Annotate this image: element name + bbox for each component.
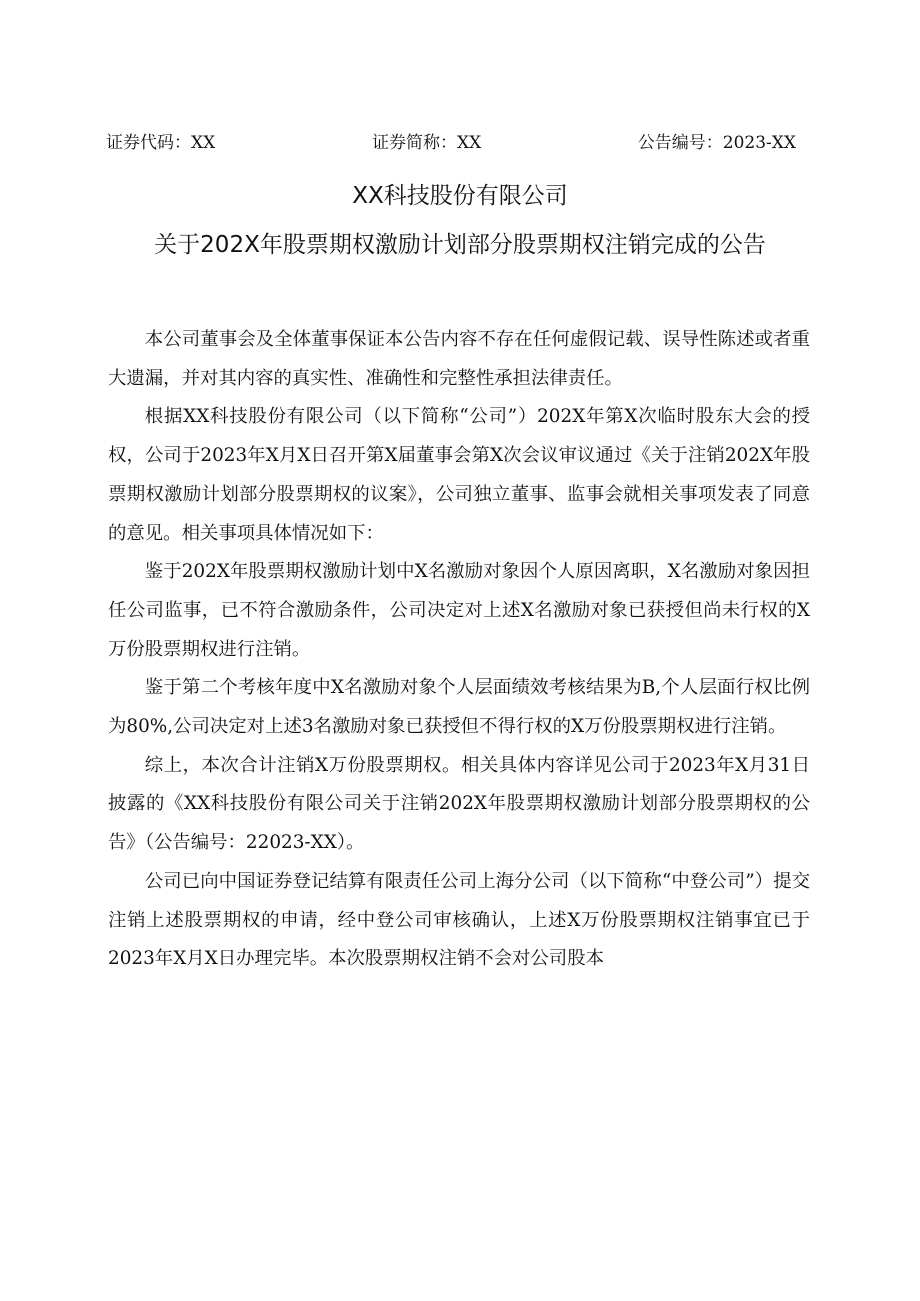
paragraph-completion: 公司已向中国证券登记结算有限责任公司上海分公司（以下简称“中登公司”）提交注销上述股票期权的申请，经中登公司审核确认，上述X万份股票期权注销事宜已于2023年X月X日办理完毕。本次股票期权注销不会对公司股本 (108, 870, 810, 970)
announcement-body (108, 321, 810, 979)
paragraph-performance-cancellation: 鉴于第二个考核年度中X名激励对象个人层面绩效考核结果为B,个人层面行权比例为80%,公司决定对上述3名激励对象已获授但不得行权的X万份股票期权进行注销。 (108, 677, 810, 738)
security-abbreviation: 证券简称：XX (372, 133, 482, 153)
announcement-number: 公告编号：2023-XX (637, 133, 796, 153)
paragraph-resigned-cancellation: 鉴于202X年股票期权激励计划中X名激励对象因个人原因离职，X名激励对象因担任公司监事，已不符合激励条件，公司决定对上述X名激励对象已获授但尚未行权的X万份股票期权进行注销。 (108, 561, 810, 660)
company-name-title: XX科技股份有限公司 (352, 183, 568, 209)
announcement-title: 关于202X年股票期权激励计划部分股票期权注销完成的公告 (154, 232, 766, 258)
announcement-header (106, 128, 796, 158)
paragraph-authorization: 根据XX科技股份有限公司（以下简称“公司”）202X年第X次临时股东大会的授权，公司于2023年X月X日召开第X届董事会第X次会议审议通过《关于注销202X年股票期权激励计划部分股票期权的议案》，公司独立董事、监事会就相关事项发表了同意的意见。相关事项具体情况如下： (108, 406, 810, 544)
security-code: 证券代码：XX (106, 133, 216, 153)
paragraph-board-guarantee: 本公司董事会及全体董事保证本公告内容不存在任何虚假记载、误导性陈述或者重大遗漏，并对其内容的真实性、准确性和完整性承担法律责任。 (108, 329, 810, 389)
paragraph-summary: 综上，本次合计注销X万份股票期权。相关具体内容详见公司于2023年X月31日披露的《XX科技股份有限公司关于注销202X年股票期权激励计划部分股票期权的公告》（公告编号：22023-XX）。 (108, 754, 810, 854)
